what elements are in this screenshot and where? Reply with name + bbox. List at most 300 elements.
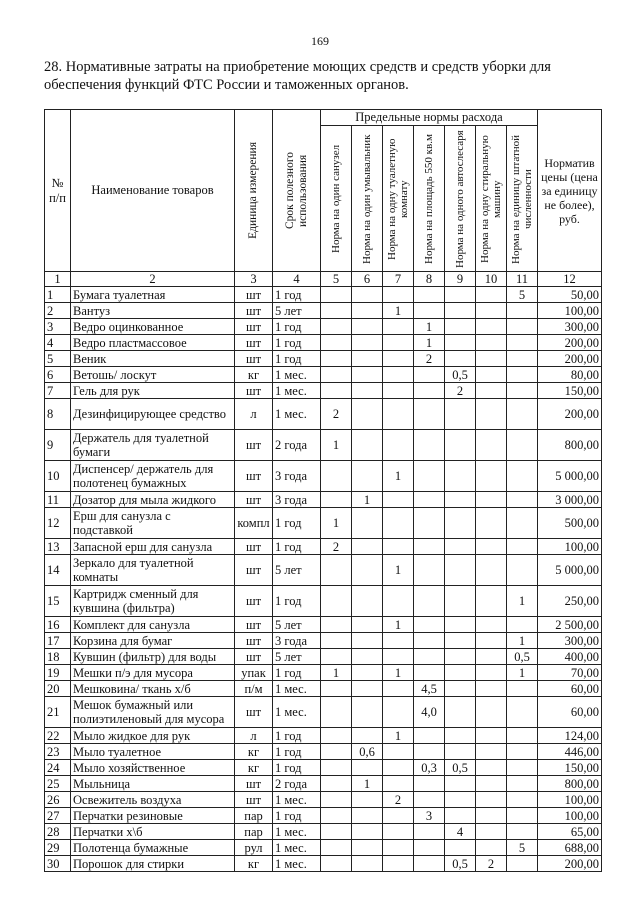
price: 800,00 xyxy=(538,430,602,461)
norm-area xyxy=(414,744,445,760)
item-name: Перчатки резиновые xyxy=(71,808,235,824)
norm-mechanic xyxy=(445,633,476,649)
norm-washer xyxy=(476,808,507,824)
norm-sanuzel xyxy=(321,633,352,649)
item-name: Держатель для туалетной бумаги xyxy=(71,430,235,461)
norm-mechanic xyxy=(445,586,476,617)
item-name: Дезинфицирующее средство xyxy=(71,399,235,430)
norm-umyvalnik xyxy=(352,461,383,492)
row-number: 21 xyxy=(45,697,71,728)
unit: шт xyxy=(235,697,273,728)
unit: шт xyxy=(235,461,273,492)
row-number: 13 xyxy=(45,539,71,555)
norm-staff xyxy=(507,760,538,776)
table-row xyxy=(45,617,602,633)
norm-umyvalnik xyxy=(352,383,383,399)
header-num: № п/п xyxy=(45,110,71,272)
norm-area xyxy=(414,539,445,555)
term: 5 лет xyxy=(273,555,321,586)
price: 124,00 xyxy=(538,728,602,744)
term: 1 мес. xyxy=(273,824,321,840)
term: 1 год xyxy=(273,508,321,539)
norm-area xyxy=(414,508,445,539)
term: 1 год xyxy=(273,287,321,303)
item-name: Ведро пластмассовое xyxy=(71,335,235,351)
row-number: 3 xyxy=(45,319,71,335)
header-row-top xyxy=(45,110,602,126)
norm-area: 2 xyxy=(414,351,445,367)
norm-staff: 1 xyxy=(507,665,538,681)
norm-umyvalnik xyxy=(352,399,383,430)
norm-washer xyxy=(476,351,507,367)
norm-mechanic xyxy=(445,697,476,728)
norm-area xyxy=(414,728,445,744)
item-name: Освежитель воздуха xyxy=(71,792,235,808)
table-row xyxy=(45,681,602,697)
price: 446,00 xyxy=(538,744,602,760)
norm-sanuzel xyxy=(321,744,352,760)
norm-washer xyxy=(476,840,507,856)
term: 2 года xyxy=(273,776,321,792)
col-number: 10 xyxy=(476,272,507,287)
term: 1 мес. xyxy=(273,399,321,430)
norm-sanuzel xyxy=(321,856,352,872)
table-row xyxy=(45,792,602,808)
norm-umyvalnik xyxy=(352,728,383,744)
norm-washer xyxy=(476,492,507,508)
norm-mechanic xyxy=(445,461,476,492)
table-row xyxy=(45,856,602,872)
norm-mechanic xyxy=(445,539,476,555)
norm-toilet-room xyxy=(383,287,414,303)
norm-toilet-room: 1 xyxy=(383,728,414,744)
norm-umyvalnik xyxy=(352,681,383,697)
norm-sanuzel xyxy=(321,461,352,492)
norm-washer xyxy=(476,383,507,399)
norm-toilet-room xyxy=(383,351,414,367)
norm-mechanic xyxy=(445,808,476,824)
col-number: 8 xyxy=(414,272,445,287)
norm-staff xyxy=(507,728,538,744)
header-unit: Единица измерения xyxy=(235,110,273,272)
norm-washer xyxy=(476,681,507,697)
term: 1 год xyxy=(273,744,321,760)
norm-sanuzel: 2 xyxy=(321,399,352,430)
norm-staff xyxy=(507,856,538,872)
col-number: 4 xyxy=(273,272,321,287)
norm-umyvalnik xyxy=(352,840,383,856)
price: 65,00 xyxy=(538,824,602,840)
row-number: 26 xyxy=(45,792,71,808)
table-row xyxy=(45,303,602,319)
term: 1 мес. xyxy=(273,383,321,399)
item-name: Мешковина/ ткань х/б xyxy=(71,681,235,697)
norm-washer xyxy=(476,586,507,617)
norm-toilet-room: 1 xyxy=(383,617,414,633)
table-row xyxy=(45,461,602,492)
table-row xyxy=(45,697,602,728)
norm-staff xyxy=(507,492,538,508)
unit: л xyxy=(235,728,273,744)
norm-mechanic xyxy=(445,287,476,303)
norm-toilet-room xyxy=(383,539,414,555)
table-row xyxy=(45,351,602,367)
norm-mechanic: 4 xyxy=(445,824,476,840)
header-n9: Норма на одного автослесаря xyxy=(445,126,476,272)
norm-toilet-room: 1 xyxy=(383,303,414,319)
norm-staff: 1 xyxy=(507,633,538,649)
norm-mechanic xyxy=(445,792,476,808)
norm-staff xyxy=(507,461,538,492)
col-number: 5 xyxy=(321,272,352,287)
norm-staff xyxy=(507,399,538,430)
row-number: 15 xyxy=(45,586,71,617)
item-name: Ведро оцинкованное xyxy=(71,319,235,335)
row-number: 11 xyxy=(45,492,71,508)
header-n6: Норма на один умывальник xyxy=(352,126,383,272)
norm-toilet-room: 2 xyxy=(383,792,414,808)
table-row xyxy=(45,633,602,649)
norm-sanuzel xyxy=(321,776,352,792)
norm-washer xyxy=(476,633,507,649)
norm-umyvalnik xyxy=(352,367,383,383)
row-number: 23 xyxy=(45,744,71,760)
term: 1 мес. xyxy=(273,840,321,856)
norm-area xyxy=(414,287,445,303)
term: 3 года xyxy=(273,461,321,492)
item-name: Запасной ерш для санузла xyxy=(71,539,235,555)
norm-toilet-room xyxy=(383,335,414,351)
table-row xyxy=(45,824,602,840)
norm-umyvalnik xyxy=(352,824,383,840)
norm-washer xyxy=(476,744,507,760)
unit: шт xyxy=(235,555,273,586)
norm-sanuzel xyxy=(321,319,352,335)
table-row xyxy=(45,728,602,744)
table-row xyxy=(45,744,602,760)
unit: шт xyxy=(235,617,273,633)
table-row xyxy=(45,840,602,856)
norm-staff xyxy=(507,383,538,399)
norm-staff: 1 xyxy=(507,586,538,617)
table-row xyxy=(45,335,602,351)
header-term: Срок полезного использования xyxy=(273,110,321,272)
unit: шт xyxy=(235,319,273,335)
unit: рул xyxy=(235,840,273,856)
unit: л xyxy=(235,399,273,430)
item-name: Вантуз xyxy=(71,303,235,319)
term: 1 мес. xyxy=(273,367,321,383)
norm-umyvalnik xyxy=(352,697,383,728)
norm-sanuzel xyxy=(321,808,352,824)
norm-staff xyxy=(507,430,538,461)
norm-umyvalnik xyxy=(352,508,383,539)
norm-mechanic xyxy=(445,728,476,744)
price: 250,00 xyxy=(538,586,602,617)
norm-area xyxy=(414,792,445,808)
norm-staff: 0,5 xyxy=(507,649,538,665)
row-number: 2 xyxy=(45,303,71,319)
price: 100,00 xyxy=(538,539,602,555)
norm-toilet-room xyxy=(383,697,414,728)
norm-mechanic xyxy=(445,681,476,697)
norm-toilet-room xyxy=(383,856,414,872)
price: 500,00 xyxy=(538,508,602,539)
norm-umyvalnik: 1 xyxy=(352,776,383,792)
table-row xyxy=(45,808,602,824)
norm-umyvalnik xyxy=(352,351,383,367)
norm-sanuzel xyxy=(321,792,352,808)
norm-mechanic xyxy=(445,665,476,681)
norm-umyvalnik xyxy=(352,633,383,649)
table-row xyxy=(45,367,602,383)
column-number-row xyxy=(45,272,602,287)
norm-area xyxy=(414,383,445,399)
term: 3 года xyxy=(273,492,321,508)
row-number: 28 xyxy=(45,824,71,840)
norm-umyvalnik xyxy=(352,617,383,633)
price: 3 000,00 xyxy=(538,492,602,508)
norm-staff xyxy=(507,539,538,555)
norm-staff xyxy=(507,617,538,633)
item-name: Мыльница xyxy=(71,776,235,792)
norm-sanuzel xyxy=(321,840,352,856)
price: 300,00 xyxy=(538,633,602,649)
norm-toilet-room xyxy=(383,383,414,399)
header-name: Наименование товаров xyxy=(71,110,235,272)
row-number: 9 xyxy=(45,430,71,461)
norm-toilet-room xyxy=(383,649,414,665)
row-number: 19 xyxy=(45,665,71,681)
unit: кг xyxy=(235,760,273,776)
norm-washer xyxy=(476,367,507,383)
norm-area xyxy=(414,399,445,430)
row-number: 17 xyxy=(45,633,71,649)
norm-washer xyxy=(476,399,507,430)
norm-sanuzel: 1 xyxy=(321,665,352,681)
term: 1 мес. xyxy=(273,792,321,808)
norm-toilet-room: 1 xyxy=(383,461,414,492)
norm-umyvalnik xyxy=(352,287,383,303)
price: 50,00 xyxy=(538,287,602,303)
col-number: 6 xyxy=(352,272,383,287)
norm-mechanic xyxy=(445,744,476,760)
col-number: 2 xyxy=(71,272,235,287)
item-name: Мыло туалетное xyxy=(71,744,235,760)
col-number: 1 xyxy=(45,272,71,287)
unit: шт xyxy=(235,633,273,649)
unit: кг xyxy=(235,856,273,872)
norm-area xyxy=(414,649,445,665)
unit: компл xyxy=(235,508,273,539)
row-number: 6 xyxy=(45,367,71,383)
item-name: Веник xyxy=(71,351,235,367)
term: 2 года xyxy=(273,430,321,461)
norm-washer xyxy=(476,287,507,303)
term: 1 мес. xyxy=(273,697,321,728)
row-number: 14 xyxy=(45,555,71,586)
norm-washer xyxy=(476,665,507,681)
unit: п/м xyxy=(235,681,273,697)
price: 70,00 xyxy=(538,665,602,681)
norm-washer xyxy=(476,335,507,351)
table-body xyxy=(45,287,602,872)
row-number: 29 xyxy=(45,840,71,856)
norm-staff: 5 xyxy=(507,287,538,303)
norm-toilet-room xyxy=(383,760,414,776)
norm-sanuzel xyxy=(321,335,352,351)
norm-area: 1 xyxy=(414,319,445,335)
unit: шт xyxy=(235,287,273,303)
norm-staff xyxy=(507,792,538,808)
norms-table xyxy=(44,109,602,872)
norm-toilet-room xyxy=(383,681,414,697)
norm-toilet-room xyxy=(383,430,414,461)
price: 5 000,00 xyxy=(538,461,602,492)
norm-mechanic xyxy=(445,555,476,586)
price: 200,00 xyxy=(538,856,602,872)
page-number: 169 xyxy=(311,34,329,48)
norm-toilet-room xyxy=(383,399,414,430)
unit: шт xyxy=(235,492,273,508)
item-name: Бумага туалетная xyxy=(71,287,235,303)
norm-toilet-room: 1 xyxy=(383,665,414,681)
unit: шт xyxy=(235,430,273,461)
unit: упак xyxy=(235,665,273,681)
unit: шт xyxy=(235,792,273,808)
norm-area xyxy=(414,303,445,319)
norm-umyvalnik xyxy=(352,586,383,617)
term: 1 год xyxy=(273,808,321,824)
row-number: 20 xyxy=(45,681,71,697)
table-row xyxy=(45,430,602,461)
item-name: Мыло жидкое для рук xyxy=(71,728,235,744)
norm-area xyxy=(414,430,445,461)
row-number: 16 xyxy=(45,617,71,633)
norm-toilet-room xyxy=(383,586,414,617)
price: 100,00 xyxy=(538,792,602,808)
table-row xyxy=(45,539,602,555)
norm-area: 4,0 xyxy=(414,697,445,728)
norm-washer xyxy=(476,824,507,840)
item-name: Дозатор для мыла жидкого xyxy=(71,492,235,508)
norm-umyvalnik xyxy=(352,792,383,808)
norm-umyvalnik xyxy=(352,649,383,665)
norm-mechanic: 0,5 xyxy=(445,760,476,776)
item-name: Гель для рук xyxy=(71,383,235,399)
norm-staff xyxy=(507,319,538,335)
col-number: 7 xyxy=(383,272,414,287)
norm-area xyxy=(414,776,445,792)
price: 400,00 xyxy=(538,649,602,665)
unit: шт xyxy=(235,539,273,555)
norm-mechanic xyxy=(445,617,476,633)
term: 1 год xyxy=(273,539,321,555)
norm-area: 4,5 xyxy=(414,681,445,697)
unit: шт xyxy=(235,383,273,399)
row-number: 4 xyxy=(45,335,71,351)
col-number: 12 xyxy=(538,272,602,287)
price: 60,00 xyxy=(538,681,602,697)
unit: шт xyxy=(235,351,273,367)
term: 5 лет xyxy=(273,649,321,665)
norm-area xyxy=(414,824,445,840)
norm-sanuzel xyxy=(321,728,352,744)
item-name: Мыло хозяйственное xyxy=(71,760,235,776)
header-n7: Норма на одну туалетную комнату xyxy=(383,126,414,272)
norm-umyvalnik xyxy=(352,856,383,872)
price: 150,00 xyxy=(538,760,602,776)
table-row xyxy=(45,555,602,586)
norm-toilet-room xyxy=(383,633,414,649)
header-price: Норматив цены (цена за единицу не более), руб. xyxy=(538,110,602,272)
norm-staff xyxy=(507,744,538,760)
table-row xyxy=(45,586,602,617)
term: 1 год xyxy=(273,760,321,776)
norm-toilet-room xyxy=(383,367,414,383)
item-name: Диспенсер/ держатель для полотенец бумажных xyxy=(71,461,235,492)
norm-washer xyxy=(476,555,507,586)
norm-washer xyxy=(476,792,507,808)
term: 5 лет xyxy=(273,303,321,319)
unit: шт xyxy=(235,335,273,351)
row-number: 7 xyxy=(45,383,71,399)
norm-mechanic xyxy=(445,399,476,430)
norm-washer xyxy=(476,697,507,728)
unit: пар xyxy=(235,824,273,840)
norm-sanuzel xyxy=(321,697,352,728)
norm-area xyxy=(414,856,445,872)
norm-washer xyxy=(476,776,507,792)
norm-washer xyxy=(476,461,507,492)
norm-umyvalnik xyxy=(352,303,383,319)
norm-sanuzel xyxy=(321,555,352,586)
norm-toilet-room xyxy=(383,824,414,840)
term: 1 год xyxy=(273,728,321,744)
norm-staff xyxy=(507,335,538,351)
norm-toilet-room xyxy=(383,808,414,824)
table-row xyxy=(45,760,602,776)
norm-sanuzel: 1 xyxy=(321,430,352,461)
norm-mechanic xyxy=(445,319,476,335)
norm-umyvalnik xyxy=(352,430,383,461)
norm-sanuzel xyxy=(321,303,352,319)
norm-mechanic: 2 xyxy=(445,383,476,399)
norm-sanuzel xyxy=(321,287,352,303)
price: 100,00 xyxy=(538,303,602,319)
norm-area: 0,3 xyxy=(414,760,445,776)
term: 1 мес. xyxy=(273,681,321,697)
row-number: 1 xyxy=(45,287,71,303)
norm-toilet-room: 1 xyxy=(383,555,414,586)
term: 3 года xyxy=(273,633,321,649)
document-heading: 28. Нормативные затраты на приобретение моющих средств и средств уборки для обеспечения функций ФТС России и таможенных органов. xyxy=(44,59,551,93)
norm-sanuzel: 2 xyxy=(321,539,352,555)
norm-washer xyxy=(476,760,507,776)
norm-washer xyxy=(476,508,507,539)
norm-washer xyxy=(476,649,507,665)
norm-mechanic xyxy=(445,351,476,367)
price: 5 000,00 xyxy=(538,555,602,586)
norm-staff xyxy=(507,697,538,728)
norm-umyvalnik xyxy=(352,760,383,776)
norm-area xyxy=(414,665,445,681)
norm-mechanic xyxy=(445,776,476,792)
norm-staff xyxy=(507,555,538,586)
price: 200,00 xyxy=(538,351,602,367)
norm-staff xyxy=(507,367,538,383)
norm-staff xyxy=(507,351,538,367)
